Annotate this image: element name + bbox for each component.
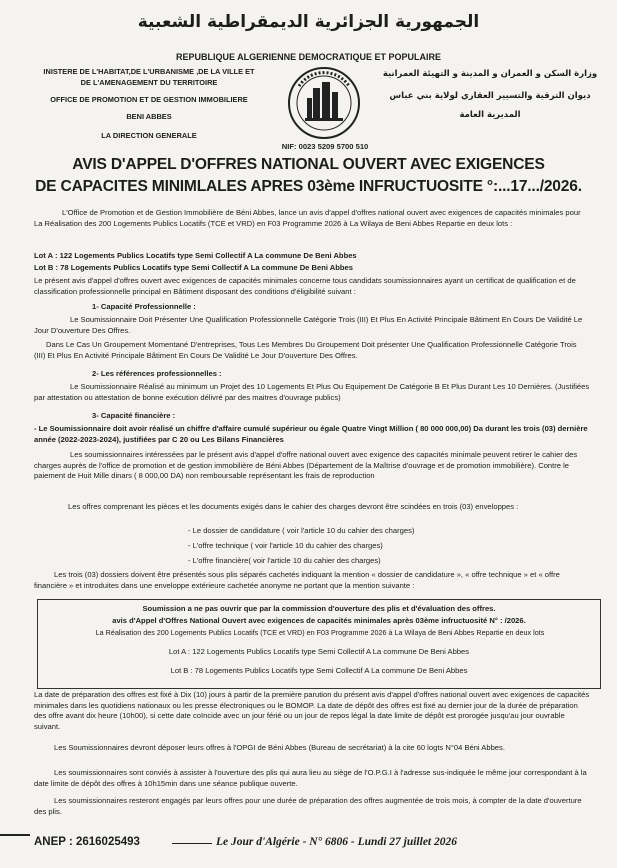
notice-title-line-2: DE CAPACITES MINIMLALES APRES 03ème INFRUCTUOSITE °:...17.../2026. xyxy=(35,178,582,195)
box-line-2: avis d'Appel d'Offres National Ouvert avec exigences de capacités minimales après 03ème infructuosité N° : /2026. xyxy=(112,616,526,625)
footer-rule xyxy=(172,843,212,844)
retrait-paragraph: Les soumissionnaires intéressées par le présent avis d'appel d'offre national ouvert avec exigence des capacités minimale peuvent retirer le cahier des charges auprès de l'office de promotion et de gestion immobilière de Béni Abbes (Département de la Maîtrise d'ouvrage et de promotion immobilière). Contre le paiement de Huit Mille dinars ( 8 000,00 DA) non remboursable représentant les frais de reproduction xyxy=(34,450,578,480)
anep-number: ANEP : 2616025493 xyxy=(34,836,140,848)
financial-text: - Le Soumissionnaire doit avoir réalisé un chiffre d'affaire cumulé supérieur ou égale Quatre Vingt Million ( 80 000 000,00) Da durant les trois (03) dernière année (2022-2023-2024), justifiées par C 20 ou Les Bilans Financières xyxy=(34,424,588,444)
deadline-paragraph: La date de préparation des offres est fixé à Dix (10) jours à partir de la première parution du présent avis d'appel d'offres national ouvert avec exigences de capacités minimales dans les quotidiens nationaux ou les presse électroniques ou le BOMOP. La date de dépôt des offres est fixé au dernier jour de la durée de préparation des offre avant dix heure (10h00), si cette date coïncide avec un jour férié ou un jour de repos légal la date limite de dépôt est prorogée jusqu'au jour ouvrable suivant. xyxy=(34,690,590,731)
box-line-5: Lot B : 78 Logements Publics Locatifs type Semi Collectif A La commune De Beni Abbes xyxy=(170,666,468,675)
references-heading: 2- Les références professionnelles : xyxy=(92,369,222,378)
lot-b: Lot B : 78 Logements Publics Locatifs type Semi Collectif A La commune De Beni Abbes xyxy=(34,263,353,272)
intro-paragraph: L'Office de Promotion et de Gestion Immobilière de Béni Abbes, lance un avis d'appel d'offres national ouvert avec exigences de capacités minimales pour La Réalisation des 200 Logements Publics Locatifs (TCE et VRD) en F03 Programme 2026 à La Wilaya de Beni Abbes Repartie en deux lots : xyxy=(34,208,581,228)
newspaper-reference: Le Jour d'Algérie - N° 6806 - Lundi 27 juillet 2026 xyxy=(216,836,457,848)
references-text: Le Soumissionnaire Réalisé au minimum un Projet des 10 Logements Et Plus Ou Equipement De Catégorie B Et Plus Durant Les 10 Dernières. (Justifiées par attestation ou attestation de bonne exécution délivré par des maitres d'ouvrage publics) xyxy=(34,382,590,402)
capacity-professional-heading: 1- Capacité Professionnelle : xyxy=(92,302,196,311)
financial-heading: 3- Capacité financière : xyxy=(92,411,176,420)
envelope-technique: - L'offre technique ( voir l'article 10 du cahier des charges) xyxy=(188,541,383,550)
deposit-paragraph: Les Soumissionnaires devront déposer leurs offres à l'OPGI de Béni Abbes (Bureau de secrétariat) à la cite 60 logts N°04 Béni Abbes. xyxy=(54,743,505,752)
envelope-financiere: - L'offre financière( voir l'article 10 du cahier des charges) xyxy=(188,556,381,565)
arabic-ministry: وزارة السكن و العمران و المدينة و التهيئة العمرانية xyxy=(382,69,598,79)
nif-number: NIF: 0023 5209 5700 510 xyxy=(281,142,369,151)
arabic-office: ديوان الترقية والتسيير العقاري لولاية بني عباس xyxy=(389,91,591,101)
scope-paragraph: Le présent avis d'appel d'offres ouvert avec exigences de capacités minimales concerne tous candidats soumissionnaires ayant un certificat de qualification et de classification professionnelle principal en Bâtiment disposant des conditions d'éligibilité suivant : xyxy=(34,276,576,296)
office-city: BENI ABBES xyxy=(126,112,172,121)
envelopes-paragraph: Les offres comprenant les pièces et les documents exigés dans le cahier des charges devront être scindées en trois (03) enveloppes : xyxy=(68,502,519,511)
box-line-3: La Réalisation des 200 Logements Publics Locatifs (TCE et VRD) en F03 Programme 2026 à La Wilaya de Beni Abbes Repartie en deux lots xyxy=(95,628,545,637)
opgi-logo-icon xyxy=(287,66,361,140)
validity-paragraph: Les soumissionnaires resteront engagés par leurs offres pour une durée de préparation des offres augmentée de trois mois, à compter de la date d'ouverture des plis. xyxy=(34,796,582,816)
box-line-1: Soumission a ne pas ouvrir que par la commission d'ouverture des plis et d'évaluation des offres. xyxy=(142,604,496,613)
envelope-mention-box xyxy=(37,599,601,689)
arabic-republic-title: الجمهورية الجزائرية الديمقراطية الشعبية xyxy=(137,12,480,32)
capacity-professional-text: Le Soumissionnaire Doit Présenter Une Qualification Professionnelle Catégorie Trois (III) Et Plus En Activité Principale Bâtiment En Cours De Validité Le Jour D'ouverture Des Offres. xyxy=(34,315,583,335)
lot-a: Lot A : 122 Logements Publics Locatifs type Semi Collectif A La commune De Beni Abbes xyxy=(34,251,357,260)
box-line-4: Lot A : 122 Logements Publics Locatifs type Semi Collectif A La commune De Beni Abbes xyxy=(168,647,470,656)
ministry-line-2: DE L'AMENAGEMENT DU TERRITOIRE xyxy=(80,78,218,87)
opening-paragraph: Les soumissionnaires sont conviés à assister à l'ouverture des plis qui aura lieu au siège de l'O.P.G.I à l'adresse sus-indiquée le même jour correspondant à la date limite de dépôt des offres à 10h15min dans une séance publique ouverte. xyxy=(34,768,587,788)
footer-rule-left xyxy=(0,834,30,836)
groupement-text: Dans Le Cas Un Groupement Momentané D'entreprises, Tous Les Membres Du Groupement Doit présenter Une Qualification Professionnelle Catégorie Trois (III) Et Plus En Activité Principale Bâtiment En Cours De Validité Le Jour D'ouverture Des Offres. xyxy=(34,340,577,360)
sealed-envelope-paragraph: Les trois (03) dossiers doivent être présentés sous plis séparés cachetés indiquant la mention « dossier de candidature », « offre technique » et « offre financière » et introduites dans une enveloppe extérieure cachetée anonyme ne portant que la mention suivante : xyxy=(34,570,560,590)
arabic-direction: المديرية العامة xyxy=(459,110,521,120)
office-name: OFFICE DE PROMOTION ET DE GESTION IMMOBILIERE xyxy=(50,95,248,104)
direction-generale: LA DIRECTION GENERALE xyxy=(101,131,197,140)
ministry-line: INISTERE DE L'HABITAT,DE L'URBANISME ,DE LA VILLE ET xyxy=(43,67,255,76)
notice-title-line-1: AVIS D'APPEL D'OFFRES NATIONAL OUVERT AVEC EXIGENCES xyxy=(72,156,545,173)
envelope-candidature: - Le dossier de candidature ( voir l'article 10 du cahier des charges) xyxy=(188,526,415,535)
republic-title: REPUBLIQUE ALGERIENNE DEMOCRATIQUE ET POPULAIRE xyxy=(175,52,442,62)
